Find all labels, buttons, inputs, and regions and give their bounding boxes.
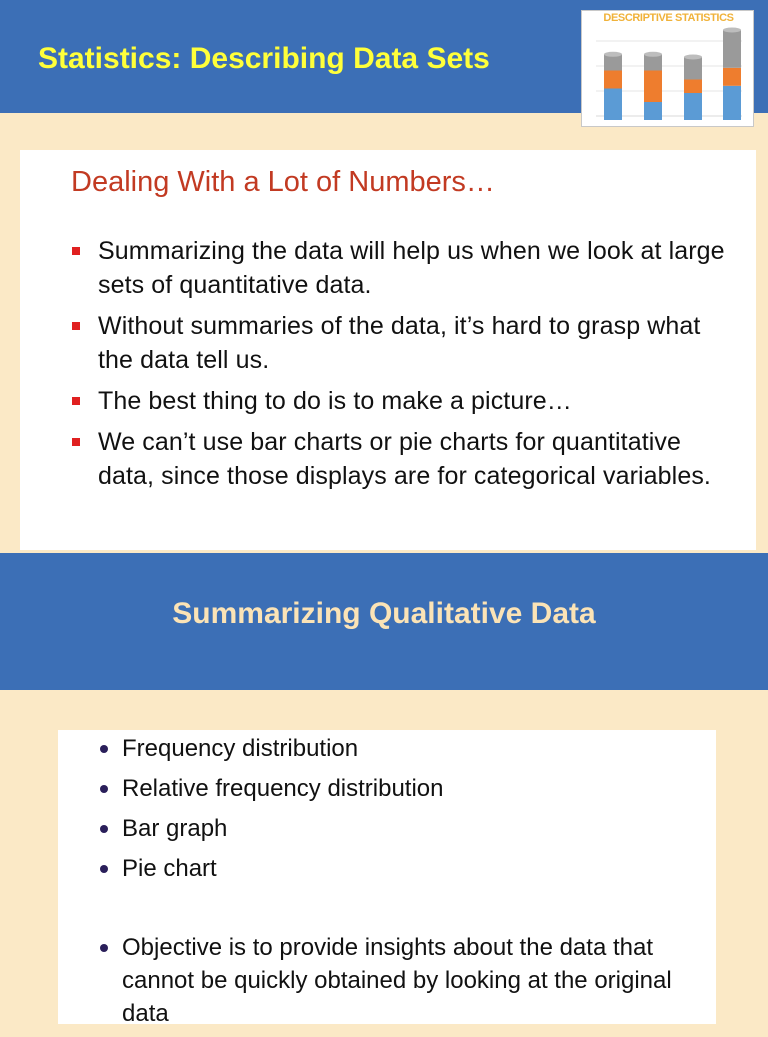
list-item: Relative frequency distribution bbox=[98, 772, 698, 805]
slide-title: Statistics: Describing Data Sets bbox=[38, 42, 490, 75]
list-item: Frequency distribution bbox=[98, 732, 698, 765]
round-bullet-icon bbox=[100, 944, 108, 952]
descriptive-statistics-thumbnail bbox=[581, 10, 754, 127]
thumbnail-bar-gray bbox=[723, 30, 741, 68]
square-bullet-icon bbox=[72, 247, 80, 255]
thumbnail-bar-orange bbox=[644, 71, 662, 103]
bullet-list bbox=[98, 732, 698, 1037]
thumbnail-bar-orange bbox=[604, 71, 622, 89]
bullet-list bbox=[70, 234, 730, 500]
section-title: Summarizing Qualitative Data bbox=[172, 597, 596, 630]
list-item: The best thing to do is to make a picture… bbox=[70, 384, 730, 418]
list-item: Bar graph bbox=[98, 812, 698, 845]
thumbnail-bar-cap bbox=[644, 52, 662, 57]
list-item: Objective is to provide insights about the data that cannot be quickly obtained by looking at the original data bbox=[98, 931, 698, 1030]
round-bullet-icon bbox=[100, 865, 108, 873]
list-item: Pie chart bbox=[98, 852, 698, 885]
round-bullet-icon bbox=[100, 825, 108, 833]
thumbnail-bar-orange bbox=[684, 80, 702, 94]
thumbnail-bar-cap bbox=[684, 55, 702, 60]
list-item: Without summaries of the data, it’s hard to grasp what the data tell us. bbox=[70, 309, 730, 377]
square-bullet-icon bbox=[72, 322, 80, 330]
square-bullet-icon bbox=[72, 438, 80, 446]
thumbnail-bar-blue bbox=[684, 93, 702, 120]
thumbnail-bar-cap bbox=[723, 28, 741, 33]
thumbnail-bar-gray bbox=[684, 57, 702, 80]
slide2-content-panel bbox=[58, 730, 716, 1027]
slide-content-panel bbox=[20, 150, 756, 550]
list-item: Summarizing the data will help us when we look at large sets of quantitative data. bbox=[70, 234, 730, 302]
round-bullet-icon bbox=[100, 745, 108, 753]
round-bullet-icon bbox=[100, 785, 108, 793]
thumbnail-bar-cap bbox=[604, 52, 622, 57]
thumbnail-bar-blue bbox=[644, 102, 662, 120]
section-band bbox=[0, 553, 768, 690]
slide-heading: Dealing With a Lot of Numbers… bbox=[71, 166, 495, 198]
thumbnail-bar-blue bbox=[604, 89, 622, 121]
thumbnail-bar-orange bbox=[723, 68, 741, 86]
list-item: We can’t use bar charts or pie charts for quantitative data, since those displays are for categorical variables. bbox=[70, 425, 730, 493]
thumbnail-bar-blue bbox=[723, 86, 741, 120]
square-bullet-icon bbox=[72, 397, 80, 405]
thumbnail-chart bbox=[582, 11, 755, 128]
thumbnail-title: DESCRIPTIVE STATISTICS bbox=[603, 12, 734, 24]
